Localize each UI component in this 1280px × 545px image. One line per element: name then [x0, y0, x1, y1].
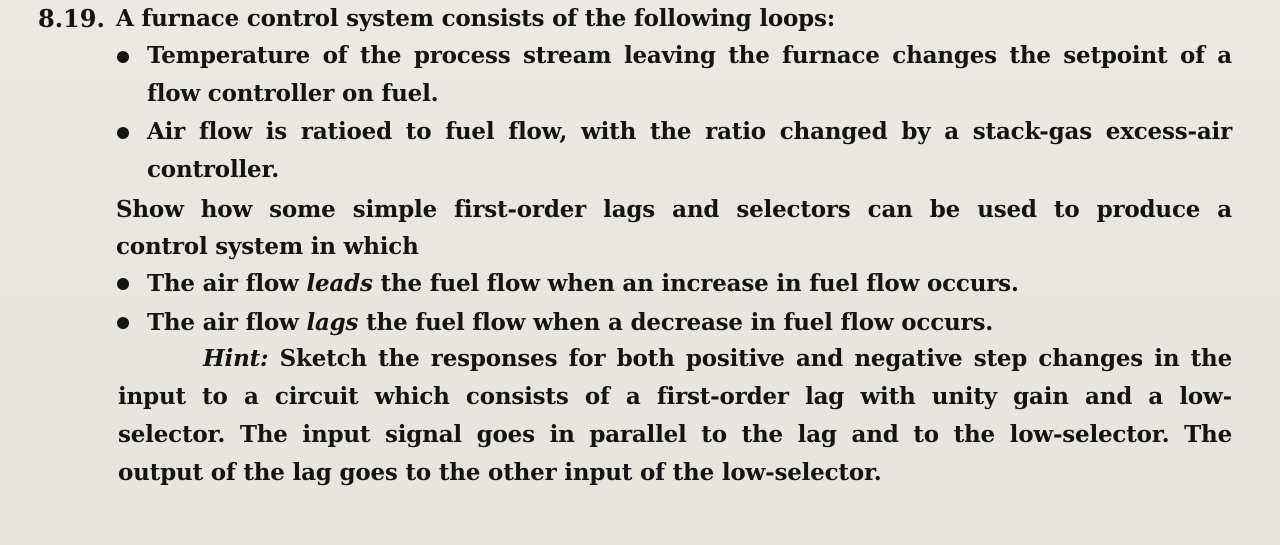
loop-2-line-1: Air flow is ratioed to fuel flow, with the ratio changed by a stack-gas excess-air: [147, 118, 1232, 145]
condition-leads-pre: The air flow: [147, 270, 307, 297]
condition-lags-pre: The air flow: [147, 309, 307, 336]
loop-2-line-2: controller.: [147, 156, 280, 183]
condition-lags-emphasis: lags: [306, 309, 359, 336]
hint-line-3: selector. The input signal goes in parallel to the lag and to the low-selector. The: [118, 421, 1232, 448]
show-line-2: control system in which: [116, 233, 419, 260]
hint-line-4: output of the lag goes to the other input of the low-selector.: [118, 459, 882, 486]
loop-1-line-1: Temperature of the process stream leaving the furnace changes the setpoint of a: [147, 42, 1232, 69]
condition-lags: [147, 309, 993, 337]
hint-label: Hint:: [203, 345, 269, 372]
bullet-icon: [117, 278, 129, 290]
bullet-icon: [117, 51, 129, 63]
show-line-1: Show how some simple first-order lags and selectors can be used to produce a: [116, 196, 1232, 223]
bullet-icon: [117, 317, 129, 329]
condition-leads-emphasis: leads: [306, 270, 373, 297]
hint-first-text: Sketch the responses for both positive and negative step changes in the: [268, 345, 1232, 372]
loop-1-line-2: flow controller on fuel.: [147, 80, 439, 107]
condition-lags-post: the fuel flow when a decrease in fuel flow occurs.: [358, 309, 994, 336]
problem-number: 8.19.: [38, 4, 105, 33]
condition-leads: [147, 270, 1019, 298]
condition-leads-post: the fuel flow when an increase in fuel flow occurs.: [372, 270, 1019, 297]
hint-line-1: [203, 345, 1232, 373]
hint-line-2: input to a circuit which consists of a first-order lag with unity gain and a low-: [118, 383, 1232, 410]
bullet-icon: [117, 127, 129, 139]
problem-intro: A furnace control system consists of the following loops:: [116, 5, 836, 32]
